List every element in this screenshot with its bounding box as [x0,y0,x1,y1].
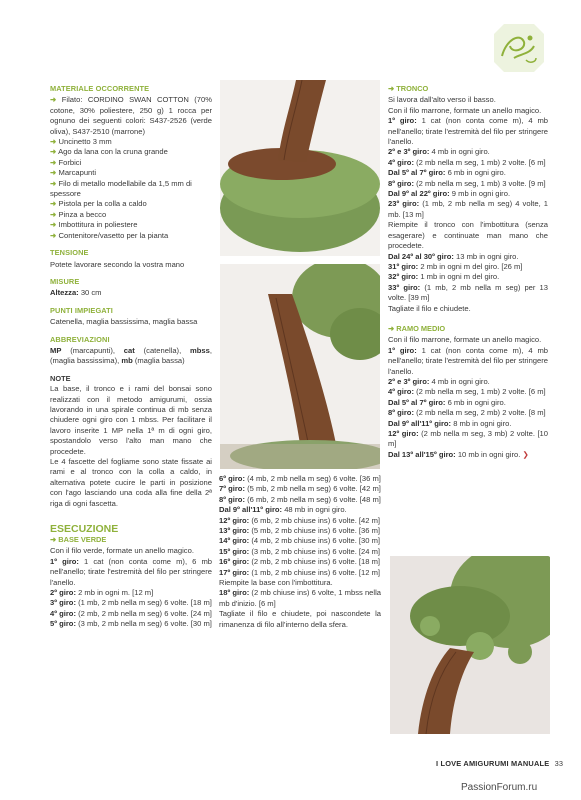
branch-section [388,324,548,460]
size-title: MISURE [50,276,80,286]
photo-base-trunk [220,80,380,256]
execution-section [50,523,212,630]
tension-text: Potete lavorare secondo la vostra mano [50,259,185,269]
material-item: ➜ Forbici [50,157,82,167]
brand-logo [490,18,548,76]
pattern-row: 8º giro: (2 mb nella m seg, 2 mb) 2 volte. [8 m] [388,408,546,418]
pattern-row: 4º giro: (2 mb, 2 mb nella m seg) 6 volte. [24 m] [50,608,212,618]
material-item: ➜ Filato: CORDINO SWAN COTTON (70% cotone, 30% poliestere, 250 g) 1 rocca per ognuno dei seguenti colori: S437-2526 (verde oliva), S437-2510 (marrone) [50,95,212,136]
note-paragraph: Le 4 fascette del fogliame sono state fissate ai rami e al tronco con la colla a caldo, in alternativa potete cucire le parti in posizione con l'ago lasciando una coda alla fine della 2ª riga di ogni fascetta. [50,457,212,508]
photo-base-image [220,80,380,256]
bullet-arrow-icon: ➜ [50,178,57,188]
material-item: ➜ Contenitore/vasetto per la pianta [50,230,169,240]
pattern-row: 6º giro: (4 mb, 2 mb nella m seg) 6 volte. [36 m] [219,474,381,483]
photo-tree [220,264,380,469]
pattern-row: Dal 24º al 30º giro: 13 mb in ogni giro. [388,251,519,261]
bullet-arrow-icon: ➜ [50,220,57,230]
pattern-row: 7º giro: (5 mb, 2 mb nella m seg) 6 volte. [42 m] [219,484,381,494]
pattern-row: 2º e 3º giro: 4 mb in ogni giro. [388,376,490,386]
bullet-arrow-icon: ➜ [50,147,57,157]
bullet-arrow-icon: ➜ [50,199,57,209]
materials-section [50,84,212,241]
trunk-end: Tagliate il filo e chiudete. [388,303,471,313]
pattern-row: 8º giro: (2 mb nella m seg, 1 mb) 3 volte. [9 m] [388,178,546,188]
material-item: ➜ Pistola per la colla a caldo [50,199,147,209]
pattern-row: 31º giro: 2 mb in ogni m del giro. [26 m] [388,261,523,271]
closing-instruction: Tagliate il filo e chiudete, poi nascondete la rimanenza di filo all'interno della sfera. [219,609,381,629]
page-footer [436,759,563,768]
note-title: NOTE [50,373,71,383]
photo-foliage-image [390,556,550,734]
bullet-arrow-icon: ➜ [50,168,57,178]
material-item: ➜ Marcapunti [50,168,97,178]
pattern-row: 15º giro: (3 mb, 2 mb chiuse ins) 6 volte. [24 m] [219,546,381,556]
execution-title: ESECUZIONE [50,523,119,536]
stitches-section [50,306,212,328]
note-paragraph: La base, il tronco e i rami del bonsai sono realizzati con il metodo amigurumi, ossia lavorando in una spirale continua di mb senza chiudere ogni giro con 1 mbss. Per facilitare il lavoro inserite 1 MP nella 1ª m di ogni giro, spostandolo verso l'alto man mano che procedete. [50,384,212,456]
pattern-row: 1º giro: 1 cat (non conta come m), 4 mb nell'anello; tirate l'estremità del filo per stringere l'anello. [388,116,549,147]
pattern-row: 17º giro: (1 mb, 2 mb chiuse ins) 6 volte. [12 m] [219,567,381,577]
trunk-section [388,84,548,314]
pattern-row: 1º giro: 1 cat (non conta come m), 4 mb nell'anello; tirate l'estremità del filo per stringere l'anello. [388,345,549,376]
pattern-row: Dal 5º al 7º giro: 6 mb in ogni giro. [388,397,506,407]
pattern-row: 5º giro: (3 mb, 2 mb nella m seg) 6 volte. [30 m] [50,619,212,629]
pattern-row: 3º giro: (1 mb, 2 mb nella m seg) 6 volte. [18 m] [50,598,212,608]
material-item: ➜ Filo di metallo modellabile da 1,5 mm di spessore [50,178,192,199]
abbrev-text: MP (marcapunti), cat (catenella), mbss, (maglia bassissima), mb (maglia bassa) [50,345,212,366]
photo-tree-image [220,264,380,469]
pattern-row: 23º giro: (1 mb, 2 mb nella m seg) 4 volte, 1 mb. [13 m] [388,199,548,219]
stitches-title: PUNTI IMPIEGATI [50,305,113,315]
bullet-arrow-icon: ➜ [50,230,57,240]
column-left [50,84,212,630]
watermark: PassionForum.ru [461,782,538,793]
abbrev-section [50,335,212,367]
trunk-text: Si lavora dall'alto verso il basso. [388,95,496,105]
pattern-row: Dal 13º all'15º giro: 10 mb in ogni giro. ❯ [388,449,529,459]
bullet-arrow-icon: ➜ [388,323,395,333]
bullet-arrow-icon: ➜ [50,95,57,105]
size-section [50,277,212,299]
pattern-row: 16º giro: (2 mb, 2 mb chiuse ins) 6 volte. [18 m] [219,557,381,567]
column-right [388,84,548,460]
pattern-row: Dal 9º all'11º giro: 48 mb in ogni giro. [219,505,347,515]
size-text: Altezza: 30 cm [50,288,102,298]
stitches-text: Catenella, maglia bassissima, maglia bassa [50,317,198,327]
page-number: 33 [554,759,564,768]
execution-intro: Con il filo verde, formate un anello magico. [50,546,194,556]
abbrev-title: ABBREVIAZIONI [50,334,110,344]
pattern-row: 32º giro: 1 mb in ogni m del giro. [388,272,500,282]
continue-icon: ❯ [522,449,529,459]
pattern-row: Dal 9º al 22º giro: 9 mb in ogni giro. [388,189,511,199]
trunk-title: ➜ TRONCO [388,84,429,93]
pattern-row: 18º giro: (2 mb chiuse ins) 6 volte, 1 mbss nella mb d'inizio. [6 m] [219,588,382,608]
pattern-row: 4º giro: (2 mb nella m seg, 1 mb) 2 volte. [6 m] [388,157,546,167]
branch-intro: Con il filo marrone, formate un anello magico. [388,335,542,345]
material-item: ➜ Imbottitura in poliestere [50,220,138,230]
stuffing-instruction: Riempite il tronco con l'imbottitura (senza esagerare) e continuate man mano che procedete. [388,220,548,251]
magazine-name: I LOVE AMIGURUMI MANUALE [436,759,550,768]
bullet-arrow-icon: ➜ [388,84,395,93]
branch-title: ➜ RAMO MEDIO [388,323,446,333]
base-subtitle: ➜ BASE VERDE [50,535,107,545]
pattern-row: 2º e 3º giro: 4 mb in ogni giro. [388,147,490,157]
material-item: ➜ Uncinetto 3 mm [50,137,112,147]
pattern-row: Dal 9º all'11º giro: 8 mb in ogni giro. [388,418,512,428]
bullet-arrow-icon: ➜ [50,137,57,147]
pattern-row: 14º giro: (4 mb, 2 mb chiuse ins) 6 volte. [30 m] [219,536,381,546]
pattern-row: 4º giro: (2 mb nella m seg, 1 mb) 2 volte. [6 m] [388,387,546,397]
tension-title: TENSIONE [50,248,89,258]
pattern-row: 13º giro: (5 mb, 2 mb chiuse ins) 6 volte. [36 m] [219,526,381,536]
pattern-row: 12º giro: (6 mb, 2 mb chiuse ins) 6 volte. [42 m] [219,515,381,525]
tension-section [50,248,212,270]
pattern-row: 8º giro: (6 mb, 2 mb nella m seg) 6 volte. [48 m] [219,494,381,504]
fill-instruction: Riempite la base con l'imbottitura. [219,578,333,588]
pattern-row: Dal 5º al 7º giro: 6 mb in ogni giro. [388,168,506,178]
note-section [50,374,212,509]
photo-foliage [390,556,550,734]
column-middle [219,474,381,630]
material-item: ➜ Ago da lana con la cruna grande [50,147,168,157]
pattern-row: 1º giro: 1 cat (non conta come m), 6 mb nell'anello; tirate l'estremità del filo per stringere l'anello. [50,556,213,587]
materials-title: MATERIALE OCCORRENTE [50,84,150,93]
trunk-text: Con il filo marrone, formate un anello magico. [388,105,542,115]
bullet-arrow-icon: ➜ [50,157,57,167]
material-item: ➜ Pinza a becco [50,209,107,219]
pattern-row: 33º giro: (1 mb, 2 mb nella m seg) per 13 volte. [39 m] [388,282,548,303]
bullet-arrow-icon: ➜ [50,535,57,545]
bullet-arrow-icon: ➜ [50,209,57,219]
pattern-row: 12º giro: (2 mb nella m seg, 3 mb) 2 volte. [10 m] [388,429,548,449]
pattern-row: 2º giro: 2 mb in ogni m. [12 m] [50,588,154,598]
